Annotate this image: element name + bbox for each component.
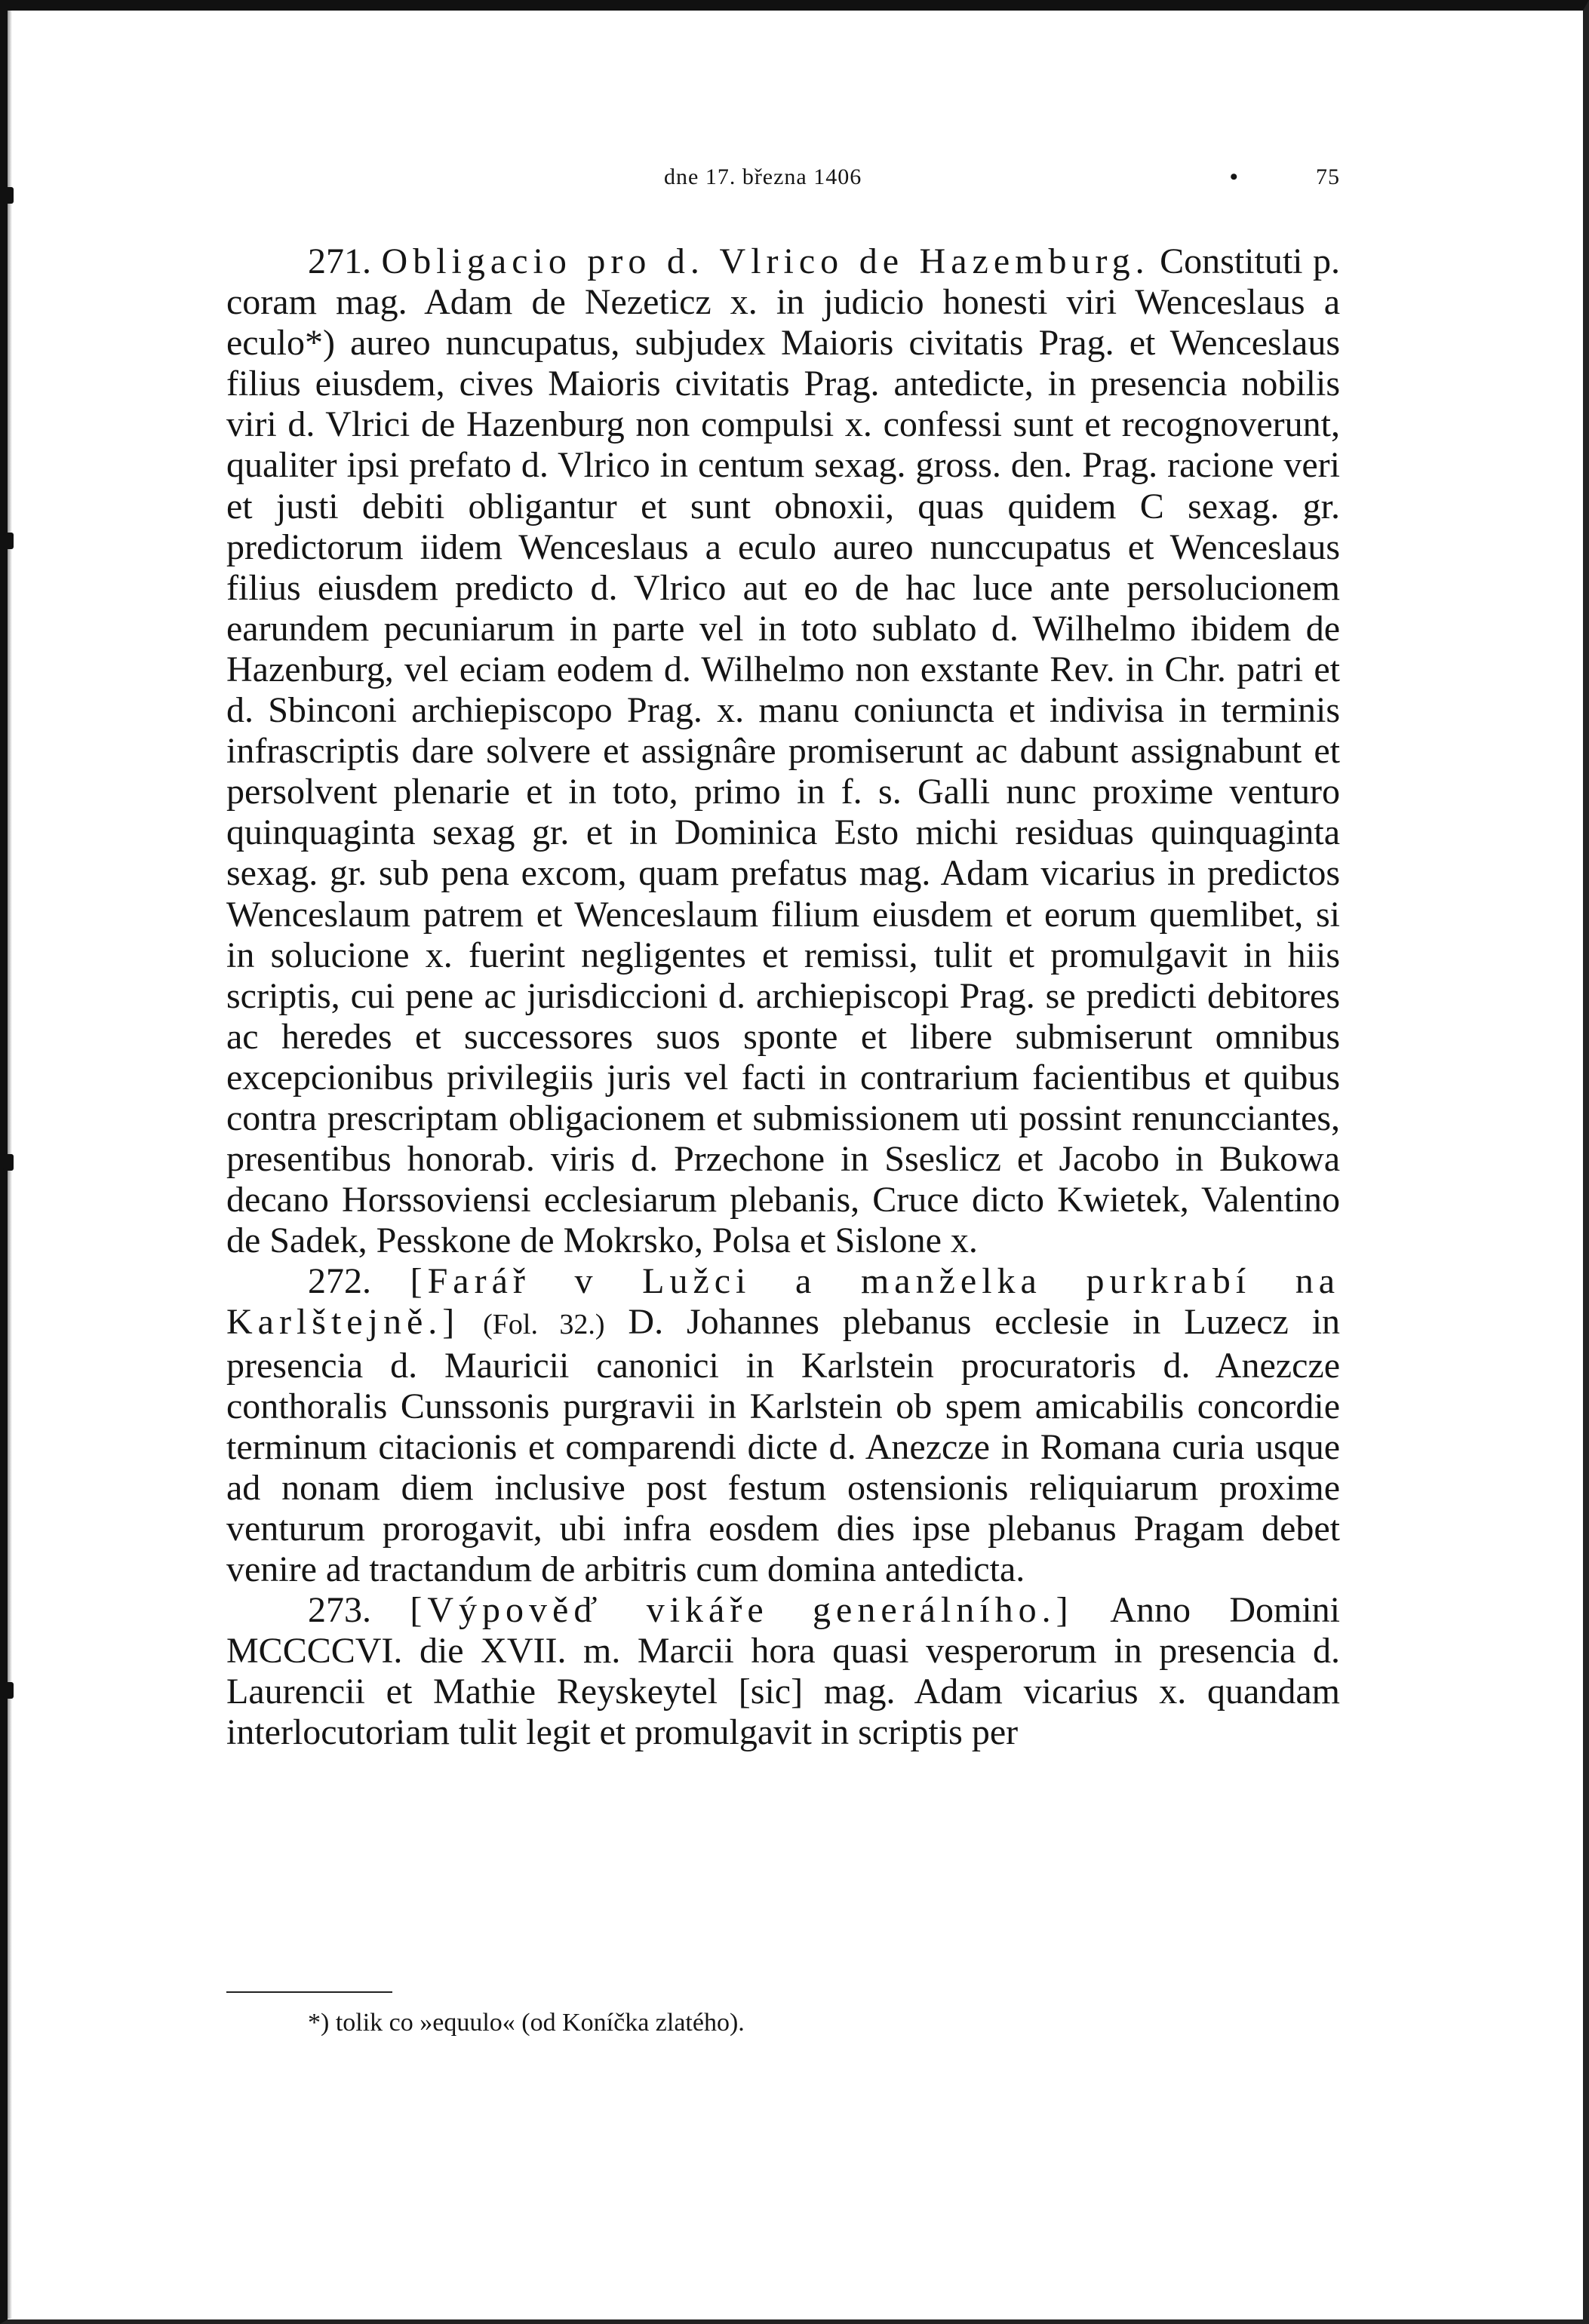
entry-number: 272. (308, 1261, 371, 1302)
entry-272 (226, 1261, 1340, 1590)
binding-mark (3, 187, 14, 204)
entry-text: D. Johannes plebanus ecclesie in Luzecz in presencia d. Mauricii canonici in Karlstein procuratoris d. Anezcze conthoralis Cunssonis purgravii in Karlstein ob spem amicabilis concordie terminum citacionis et comparendi dicte d. Anezcze in Romana curia usque ad nonam diem inclusive post festum ostensionis reliquiarum proxime venturum prorogavit, ubi infra eosdem dies ipse plebanus Pragam debet venire ad tractandum de arbitris cum domina antedicta. (226, 1302, 1341, 1589)
entry-text: Anno Domini MCCCCVI. die XVII. m. Marcii hora quasi vesperorum in presencia d. Laurencii et Mathie Reyskeytel [sic] mag. Adam vicarius x. quandam interlocutoriam tulit legit et promulgavit in scriptis per (226, 1590, 1340, 1753)
running-head (226, 164, 1340, 195)
running-head-title: dne 17. března 1406 (664, 164, 862, 189)
binding-mark (3, 1154, 14, 1171)
entry-text: Constituti p. coram mag. Adam de Nezeticz x. in judicio honesti viri Wenceslaus a eculo*) aureo nuncupatus, subjudex Maioris civitatis Prag. et Wenceslaus filius eiusdem, cives Maioris civitatis Prag. antedicte, in presencia nobilis viri d. Vlrici de Hazenburg non compulsi x. confessi sunt et recognoverunt, qualiter ipsi prefato d. Vlrico in centum sexag. gross. den. Prag. racione veri et justi debiti obligantur et sunt obnoxii, quas quidem C sexag. gr. predictorum iidem Wenceslaus a eculo aureo nunccupatus et Wenceslaus filius eiusdem predicto d. Vlrico aut eo de hac luce ante persolucionem earundem pecuniarum in parte vel in toto sublato d. Wilhelmo ibidem de Hazenburg, vel eciam eodem d. Wilhelmo non exstante Rev. in Chr. patri et d. Sbinconi archiepiscopo Prag. x. manu coniuncta et indivisa in terminis infrascriptis dare solvere et assignâre promiserunt ac dabunt assignabunt et persolvent plenarie et in toto, primo in f. s. Galli nunc proxime venturo quinquaginta sexag gr. et in Dominica Esto michi residuas quinquaginta sexag. gr. sub pena excom, quam prefatus mag. Adam vicarius in predictos Wenceslaum patrem et Wenceslaum filium eiusdem et eorum quemlibet, si in solucione x. fuerint negligentes et remissi, tulit et promulgavit in hiis scriptis, cui pene ac jurisdiccioni d. archiepiscopi Prag. se predicti debitores ac heredes et successores suos sponte et libere submiserunt omnibus excepcionibus privilegiis juris vel facti in contrarium facientibus et quibus contra prescriptam obligacionem et submissionem uti possint renuncciantes, presentibus honorab. viris d. Przechone in Sseslicz et Jacobo in Bukowa decano Horssoviensi ecclesiarum plebanis, Cruce dicto Kwietek, Valentino de Sadek, Pesskone de Mokrsko, Polsa et Sislone x. (226, 241, 1341, 1261)
running-head-dot: • (1230, 164, 1239, 189)
binding-mark (3, 533, 14, 549)
entry-273 (226, 1590, 1340, 1753)
entry-heading: Obligacio pro d. Vlrico de Hazemburg. (381, 241, 1150, 281)
footnote-rule (226, 1991, 392, 1993)
main-text (226, 241, 1340, 1753)
binding-mark (3, 1682, 14, 1699)
entry-271 (226, 241, 1340, 1261)
entry-heading: [Výpověď vikáře generálního.] (410, 1590, 1074, 1631)
entry-heading: [Farář v Lužci a manželka purkrabí na Karlštejně.] (226, 1261, 1340, 1343)
folio-reference: (Fol. 32.) (483, 1309, 605, 1341)
entry-number: 273. (308, 1590, 371, 1631)
entry-number: 271. (308, 241, 371, 281)
page-number: 75 (1316, 164, 1340, 189)
footnote: *) tolik co »equulo« (od Koníčka zlatého). (308, 2009, 745, 2037)
